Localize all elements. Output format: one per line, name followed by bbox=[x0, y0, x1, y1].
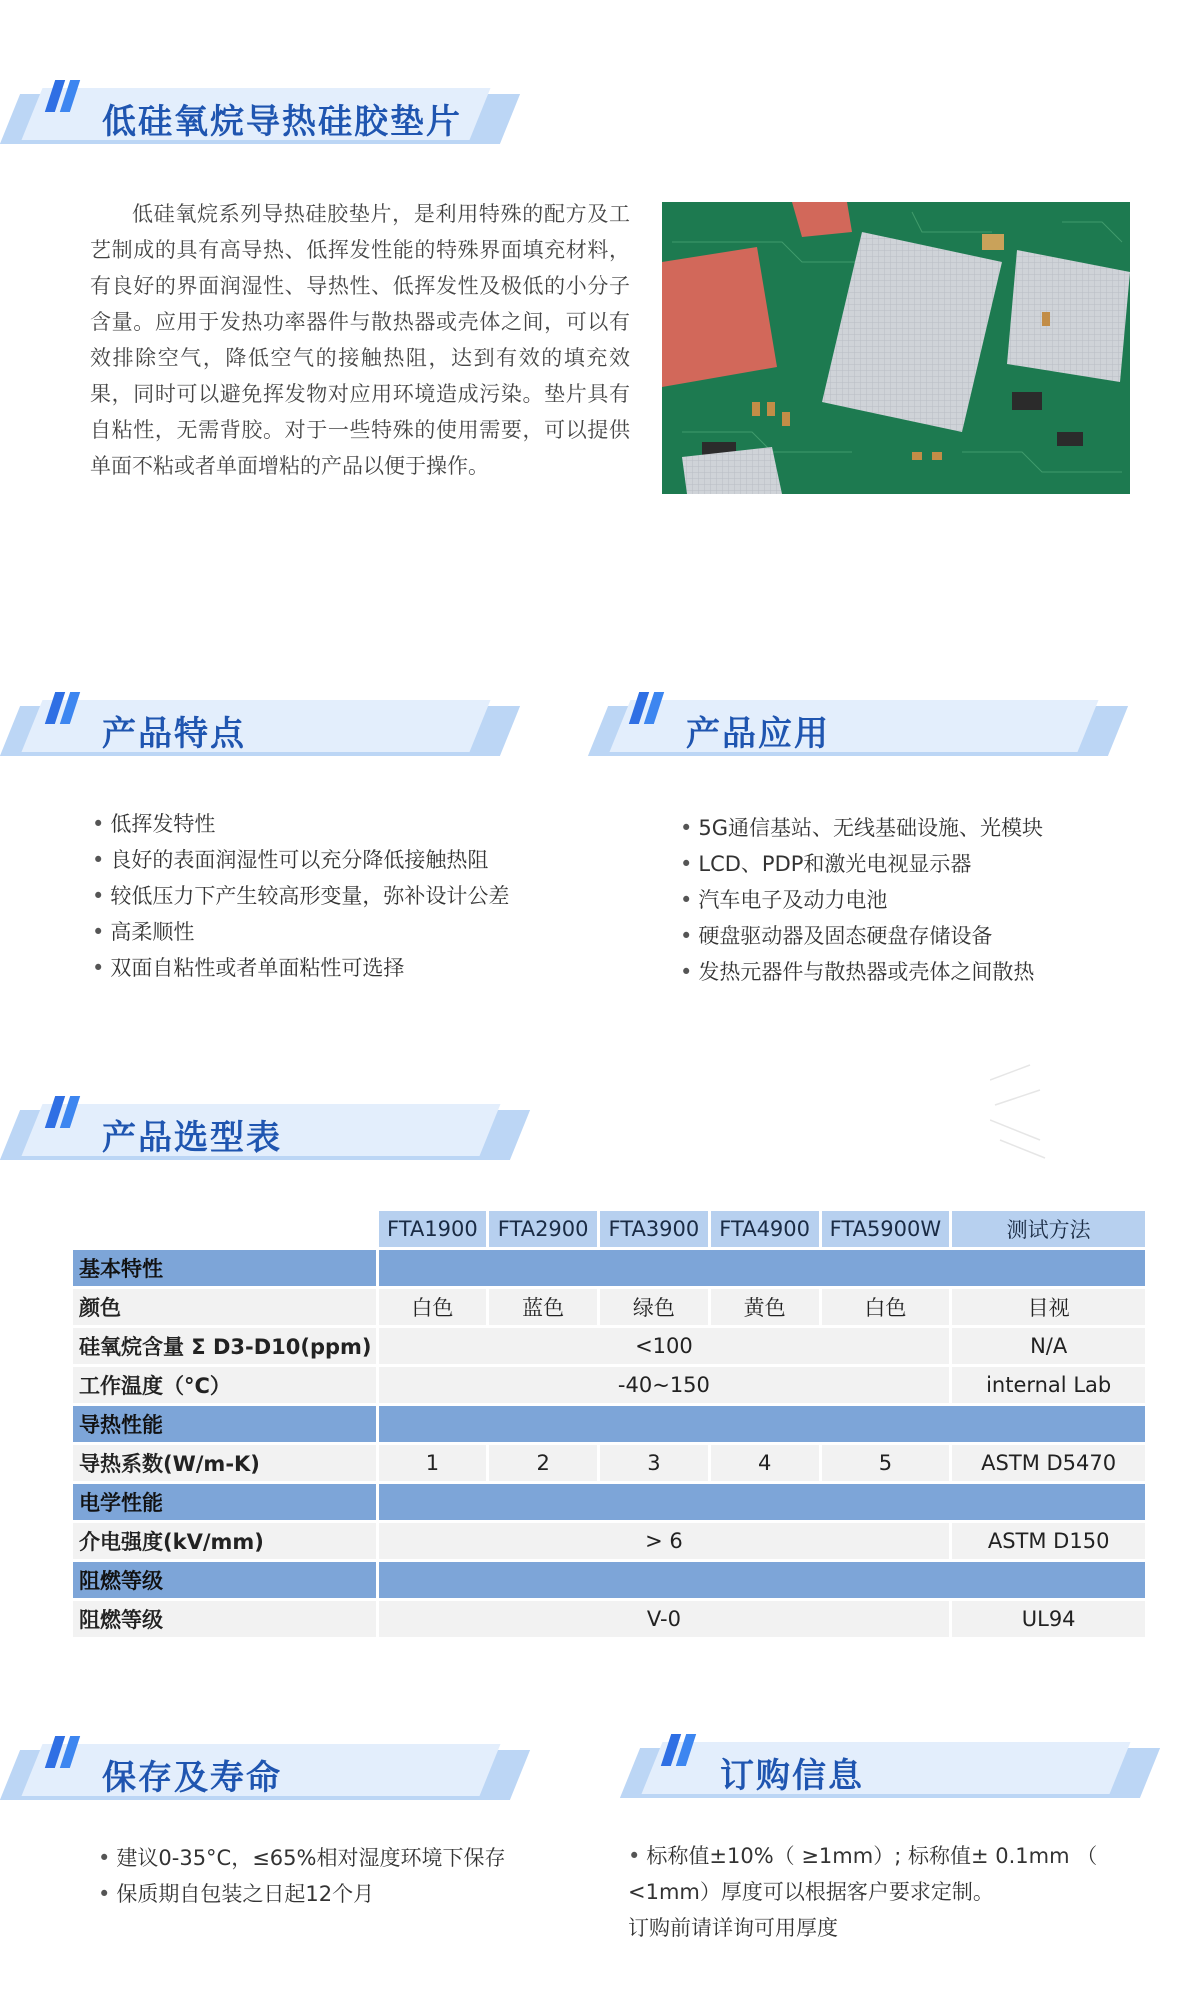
group-label: 基本特性 bbox=[73, 1250, 376, 1286]
row-label: 硅氧烷含量 Σ D3-D10(ppm) bbox=[73, 1328, 376, 1364]
row-label: 工作温度（°C） bbox=[73, 1367, 376, 1403]
order-note: 订购前请详询可用厚度 bbox=[628, 1916, 838, 1940]
group-label: 阻燃等级 bbox=[73, 1562, 376, 1598]
table-cell: 白色 bbox=[822, 1289, 950, 1325]
header-stripes-icon bbox=[666, 1734, 706, 1774]
table-cell: 3 bbox=[600, 1445, 708, 1481]
section-title: 订购信息 bbox=[720, 1756, 864, 1796]
applications-list bbox=[680, 810, 1043, 990]
section-header-storage bbox=[10, 1736, 520, 1806]
table-row bbox=[73, 1601, 1145, 1637]
column-header: FTA3900 bbox=[600, 1211, 708, 1247]
header-stripes-icon bbox=[50, 1096, 90, 1136]
column-header: 测试方法 bbox=[952, 1211, 1145, 1247]
table-group-row bbox=[73, 1250, 1145, 1286]
section-title: 产品特点 bbox=[102, 714, 246, 754]
section-title: 低硅氧烷导热硅胶垫片 bbox=[102, 102, 462, 142]
header-band-light bbox=[609, 700, 1098, 752]
section-header-features bbox=[10, 692, 510, 762]
row-label: 导热系数(W/m-K) bbox=[73, 1445, 376, 1481]
selection-table bbox=[70, 1208, 1148, 1640]
section-header-intro bbox=[10, 80, 510, 150]
table-row bbox=[73, 1523, 1145, 1559]
pcb-illustration bbox=[662, 202, 1130, 494]
order-info bbox=[628, 1838, 1148, 1946]
storage-list bbox=[98, 1840, 505, 1912]
list-item: • LCD、PDP和激光电视显示器 bbox=[680, 846, 1043, 882]
list-item: • 发热元器件与散热器或壳体之间散热 bbox=[680, 954, 1043, 990]
list-item: • 硬盘驱动器及固态硬盘存储设备 bbox=[680, 918, 1043, 954]
group-fill bbox=[379, 1484, 1145, 1520]
header-stripes-icon bbox=[50, 80, 90, 120]
list-item: • 建议0-35°C，≤65%相对湿度环境下保存 bbox=[98, 1840, 505, 1876]
test-method-cell: 目视 bbox=[952, 1289, 1145, 1325]
table-cell: 5 bbox=[822, 1445, 950, 1481]
header-band-light bbox=[21, 700, 490, 752]
table-row bbox=[73, 1445, 1145, 1481]
table-cell: 4 bbox=[711, 1445, 819, 1481]
table-cell: 2 bbox=[489, 1445, 597, 1481]
section-header-selection bbox=[10, 1096, 520, 1166]
section-header-applications bbox=[598, 692, 1118, 762]
table-header-row bbox=[73, 1211, 1145, 1247]
table-cell: -40~150 bbox=[379, 1367, 950, 1403]
test-method-cell: UL94 bbox=[952, 1601, 1145, 1637]
features-list bbox=[92, 806, 509, 986]
group-fill bbox=[379, 1406, 1145, 1442]
list-item: • 低挥发特性 bbox=[92, 806, 509, 842]
test-method-cell: N/A bbox=[952, 1328, 1145, 1364]
column-header: FTA4900 bbox=[711, 1211, 819, 1247]
header-band-light bbox=[641, 1742, 1130, 1794]
table-corner bbox=[73, 1211, 376, 1247]
column-header: FTA1900 bbox=[379, 1211, 487, 1247]
column-header: FTA5900W bbox=[822, 1211, 950, 1247]
group-fill bbox=[379, 1250, 1145, 1286]
table-row bbox=[73, 1367, 1145, 1403]
list-item: • 较低压力下产生较高形变量，弥补设计公差 bbox=[92, 878, 509, 914]
row-label: 颜色 bbox=[73, 1289, 376, 1325]
column-header: FTA2900 bbox=[489, 1211, 597, 1247]
table-group-row bbox=[73, 1484, 1145, 1520]
table-cell: 1 bbox=[379, 1445, 487, 1481]
table-cell: > 6 bbox=[379, 1523, 950, 1559]
list-item: • 汽车电子及动力电池 bbox=[680, 882, 1043, 918]
group-label: 电学性能 bbox=[73, 1484, 376, 1520]
order-line: • 标称值±10%（ ≥1mm）; 标称值± 0.1mm （ <1mm）厚度可以根据客户要求定制。 bbox=[628, 1838, 1148, 1910]
list-item: • 双面自粘性或者单面粘性可选择 bbox=[92, 950, 509, 986]
table-row bbox=[73, 1289, 1145, 1325]
list-item: • 保质期自包装之日起12个月 bbox=[98, 1876, 505, 1912]
table-cell: 白色 bbox=[379, 1289, 487, 1325]
header-stripes-icon bbox=[50, 1736, 90, 1776]
table-cell: 蓝色 bbox=[489, 1289, 597, 1325]
decorative-lines bbox=[990, 1060, 1050, 1160]
group-label: 导热性能 bbox=[73, 1406, 376, 1442]
table-cell: V-0 bbox=[379, 1601, 950, 1637]
header-stripes-icon bbox=[50, 692, 90, 732]
list-item: • 良好的表面润湿性可以充分降低接触热阻 bbox=[92, 842, 509, 878]
group-fill bbox=[379, 1562, 1145, 1598]
test-method-cell: internal Lab bbox=[952, 1367, 1145, 1403]
table-cell: <100 bbox=[379, 1328, 950, 1364]
header-stripes-icon bbox=[634, 692, 674, 732]
product-photo bbox=[662, 202, 1130, 494]
table-cell: 绿色 bbox=[600, 1289, 708, 1325]
list-item: • 5G通信基站、无线基础设施、光模块 bbox=[680, 810, 1043, 846]
intro-paragraph: 低硅氧烷系列导热硅胶垫片，是利用特殊的配方及工艺制成的具有高导热、低挥发性能的特殊界面填充材料，有良好的界面润湿性、导热性、低挥发性及极低的小分子含量。应用于发热功率器件与散热器或壳体之间，可以有效排除空气，降低空气的接触热阻，达到有效的填充效果，同时可以避免挥发物对应用环境造成污染。垫片具有自粘性，无需背胶。对于一些特殊的使用需要，可以提供单面不粘或者单面增粘的产品以便于操作。 bbox=[90, 202, 630, 478]
section-header-order bbox=[630, 1734, 1150, 1804]
test-method-cell: ASTM D150 bbox=[952, 1523, 1145, 1559]
table-row bbox=[73, 1328, 1145, 1364]
test-method-cell: ASTM D5470 bbox=[952, 1445, 1145, 1481]
section-title: 产品应用 bbox=[686, 714, 830, 754]
table-group-row bbox=[73, 1562, 1145, 1598]
section-title: 保存及寿命 bbox=[102, 1758, 282, 1798]
table-group-row bbox=[73, 1406, 1145, 1442]
table-cell: 黄色 bbox=[711, 1289, 819, 1325]
list-item: • 高柔顺性 bbox=[92, 914, 509, 950]
row-label: 介电强度(kV/mm) bbox=[73, 1523, 376, 1559]
row-label: 阻燃等级 bbox=[73, 1601, 376, 1637]
section-title: 产品选型表 bbox=[102, 1118, 282, 1158]
